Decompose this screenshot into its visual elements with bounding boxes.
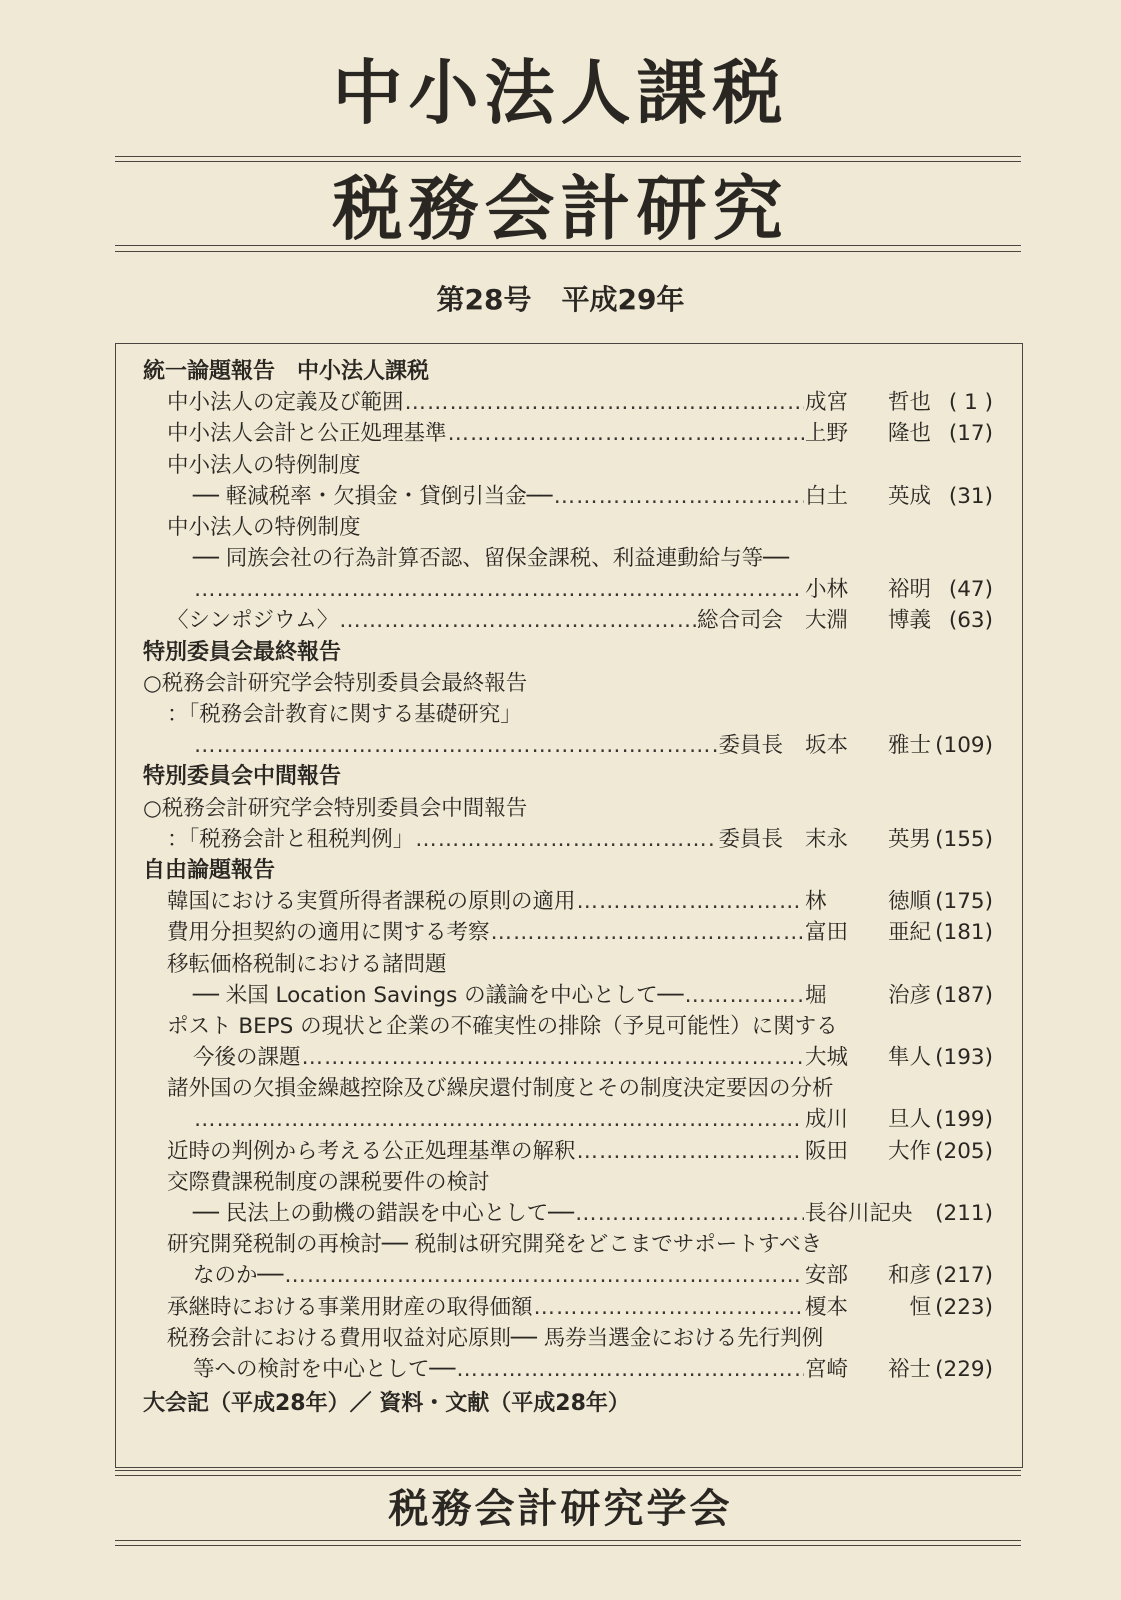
toc-entry (143, 512, 993, 543)
toc-entry-continued (143, 730, 993, 761)
entry-author: 末永 英男 (805, 826, 931, 852)
entry-subtitle: なのか── (193, 1263, 284, 1289)
entry-title: 研究開発税制の再検討── 税制は研究開発をどこまでサポートすべき (167, 1232, 823, 1258)
entry-author: 坂本 雅士 (805, 733, 931, 759)
entry-page: (193) (935, 1045, 993, 1071)
toc-entry (143, 1011, 993, 1042)
leader-dots (577, 886, 804, 917)
entry-author: 富田 亜紀 (805, 920, 931, 946)
entry-author: 白土 英成 (805, 483, 931, 509)
issue-info (0, 278, 1121, 322)
toc-entry (143, 886, 993, 917)
section-heading: 自由論題報告 (143, 858, 276, 883)
entry-subtitle: ── 民法上の動機の錯誤を中心として── (193, 1201, 575, 1227)
entry-author: 小林 裕明 (805, 577, 931, 603)
appendix-line: 大会記（平成28年）／ 資料・文献（平成28年） (143, 1391, 630, 1417)
entry-title: 中小法人の定義及び範囲 (167, 390, 404, 416)
entry-page: (109) (935, 733, 993, 759)
entry-page: (17) (948, 421, 993, 447)
entry-page: (223) (935, 1294, 993, 1320)
toc-entry-continued (143, 1042, 993, 1073)
entry-title: 諸外国の欠損金繰越控除及び繰戻還付制度とその制度決定要因の分析 (167, 1076, 834, 1102)
entry-title: 中小法人の特例制度 (167, 514, 361, 540)
toc-entry (143, 668, 993, 699)
toc-entry (143, 917, 993, 948)
issue-number: 第28号 (436, 283, 532, 316)
entry-author: 林 徳順 (805, 889, 931, 915)
section-heading: 特別委員会最終報告 (143, 639, 342, 665)
entry-author: 成宮 哲也 (805, 390, 931, 416)
toc-entry-continued (143, 481, 993, 512)
entry-title: ポスト BEPS の現状と企業の不確実性の排除（予見可能性）に関する (167, 1013, 838, 1039)
leader-dots (575, 1198, 804, 1229)
leader-dots (554, 481, 804, 512)
toc-entry-continued (143, 824, 993, 855)
toc-entry (143, 1167, 993, 1198)
divider-line (115, 1470, 1021, 1471)
entry-title: 承継時における事業用財産の取得価額 (167, 1294, 533, 1320)
entry-title: 移転価格税制における諸問題 (167, 951, 447, 977)
entry-page: (175) (935, 889, 993, 915)
entry-page: (181) (935, 920, 993, 946)
toc-entry (143, 1136, 993, 1167)
leader-dots (491, 917, 804, 948)
divider-line (115, 251, 1021, 252)
publisher-name: 税務会計研究学会 (388, 1486, 733, 1532)
entry-subtitle: ：「税務会計教育に関する基礎研究」 (167, 702, 522, 728)
divider-line (115, 161, 1021, 162)
toc-entry-continued (143, 980, 993, 1011)
toc-entry (143, 1229, 993, 1260)
issue-year: 平成29年 (561, 283, 685, 316)
leader-dots (194, 574, 804, 605)
toc-entry-continued (143, 699, 993, 730)
leader-dots (577, 1136, 804, 1167)
leader-dots (448, 418, 804, 449)
entry-page: (199) (935, 1107, 993, 1133)
divider-line (115, 245, 1021, 246)
entry-title: 韓国における実質所得者課税の原則の適用 (167, 889, 576, 915)
section-heading: 特別委員会中間報告 (143, 764, 342, 790)
entry-author: 大淵 博義 (805, 608, 931, 634)
table-of-contents (115, 343, 1023, 1468)
leader-dots (685, 980, 804, 1011)
toc-entry (143, 949, 993, 980)
toc-entry-continued (143, 574, 993, 605)
entry-author: 宮崎 裕士 (805, 1356, 931, 1382)
entry-subtitle: 今後の課題 (193, 1045, 301, 1071)
divider-line (115, 1545, 1021, 1546)
toc-entry (143, 606, 993, 637)
toc-entry (143, 1073, 993, 1104)
entry-page: (187) (935, 982, 993, 1008)
entry-subtitle: ── 米国 Location Savings の議論を中心として── (193, 982, 684, 1008)
entry-author: 榎本 恒 (805, 1294, 931, 1320)
toc-entry-continued (143, 1354, 993, 1385)
entry-subtitle: ── 軽減税率・欠損金・貸倒引当金── (193, 483, 553, 509)
entry-author: 阪田 大作 (805, 1138, 931, 1164)
leader-dots (415, 824, 717, 855)
toc-entry (143, 793, 993, 824)
leader-dots (302, 1042, 804, 1073)
entry-role: 委員長 (718, 733, 783, 759)
entry-page: ( 1 ) (948, 390, 993, 416)
leader-dots (405, 387, 804, 418)
leader-dots (194, 730, 717, 761)
leader-dots (339, 605, 696, 636)
divider-line (115, 1540, 1021, 1541)
divider-line (115, 156, 1021, 157)
leader-dots (456, 1354, 804, 1385)
entry-page: (229) (935, 1356, 993, 1382)
entry-title: 〈シンポジウム〉 (167, 608, 339, 634)
entry-subtitle: ── 同族会社の行為計算否認、留保金課税、利益連動給与等── (193, 546, 790, 572)
entry-author: 長谷川記央 (805, 1201, 913, 1227)
toc-entry (143, 1323, 993, 1354)
toc-entry (143, 418, 993, 449)
entry-author: 堀 治彦 (805, 982, 931, 1008)
entry-page: (217) (935, 1263, 993, 1289)
leader-dots (534, 1292, 804, 1323)
entry-subtitle: ：「税務会計と租税判例」 (167, 826, 415, 852)
series-title: 中小法人課税 (332, 52, 789, 134)
entry-title: 費用分担契約の適用に関する考察 (167, 920, 490, 946)
toc-entry-continued (143, 1260, 993, 1291)
entry-author: 大城 隼人 (805, 1045, 931, 1071)
toc-entry-continued (143, 1105, 993, 1136)
toc-entry (143, 1292, 993, 1323)
entry-page: (63) (948, 608, 993, 634)
entry-page: (211) (935, 1201, 993, 1227)
entry-page: (205) (935, 1138, 993, 1164)
toc-entry (143, 450, 993, 481)
leader-dots (284, 1260, 804, 1291)
entry-title: ○税務会計研究学会特別委員会最終報告 (143, 670, 528, 696)
entry-title: 交際費課税制度の課税要件の検討 (167, 1169, 490, 1195)
entry-subtitle: 等への検討を中心として── (193, 1356, 456, 1382)
entry-page: (47) (948, 577, 993, 603)
entry-role: 委員長 (718, 826, 783, 852)
entry-title: 近時の判例から考える公正処理基準の解釈 (167, 1138, 576, 1164)
section-heading: 統一論題報告 中小法人課税 (143, 359, 430, 384)
entry-role: 総合司会 (696, 608, 783, 634)
toc-entry-continued (143, 543, 993, 574)
entry-page: (155) (935, 826, 993, 852)
entry-title: 中小法人会計と公正処理基準 (167, 421, 447, 447)
journal-title: 税務会計研究 (332, 168, 789, 250)
entry-author: 安部 和彦 (805, 1263, 931, 1289)
toc-entry-continued (143, 1198, 993, 1229)
entry-title: ○税務会計研究学会特別委員会中間報告 (143, 795, 528, 821)
toc-entry (143, 387, 993, 418)
leader-dots (194, 1104, 804, 1135)
entry-author: 成川 旦人 (805, 1107, 931, 1133)
entry-page: (31) (948, 483, 993, 509)
entry-title: 税務会計における費用収益対応原則── 馬券当選金における先行判例 (167, 1325, 824, 1351)
entry-title: 中小法人の特例制度 (167, 452, 361, 478)
entry-author: 上野 隆也 (805, 421, 931, 447)
